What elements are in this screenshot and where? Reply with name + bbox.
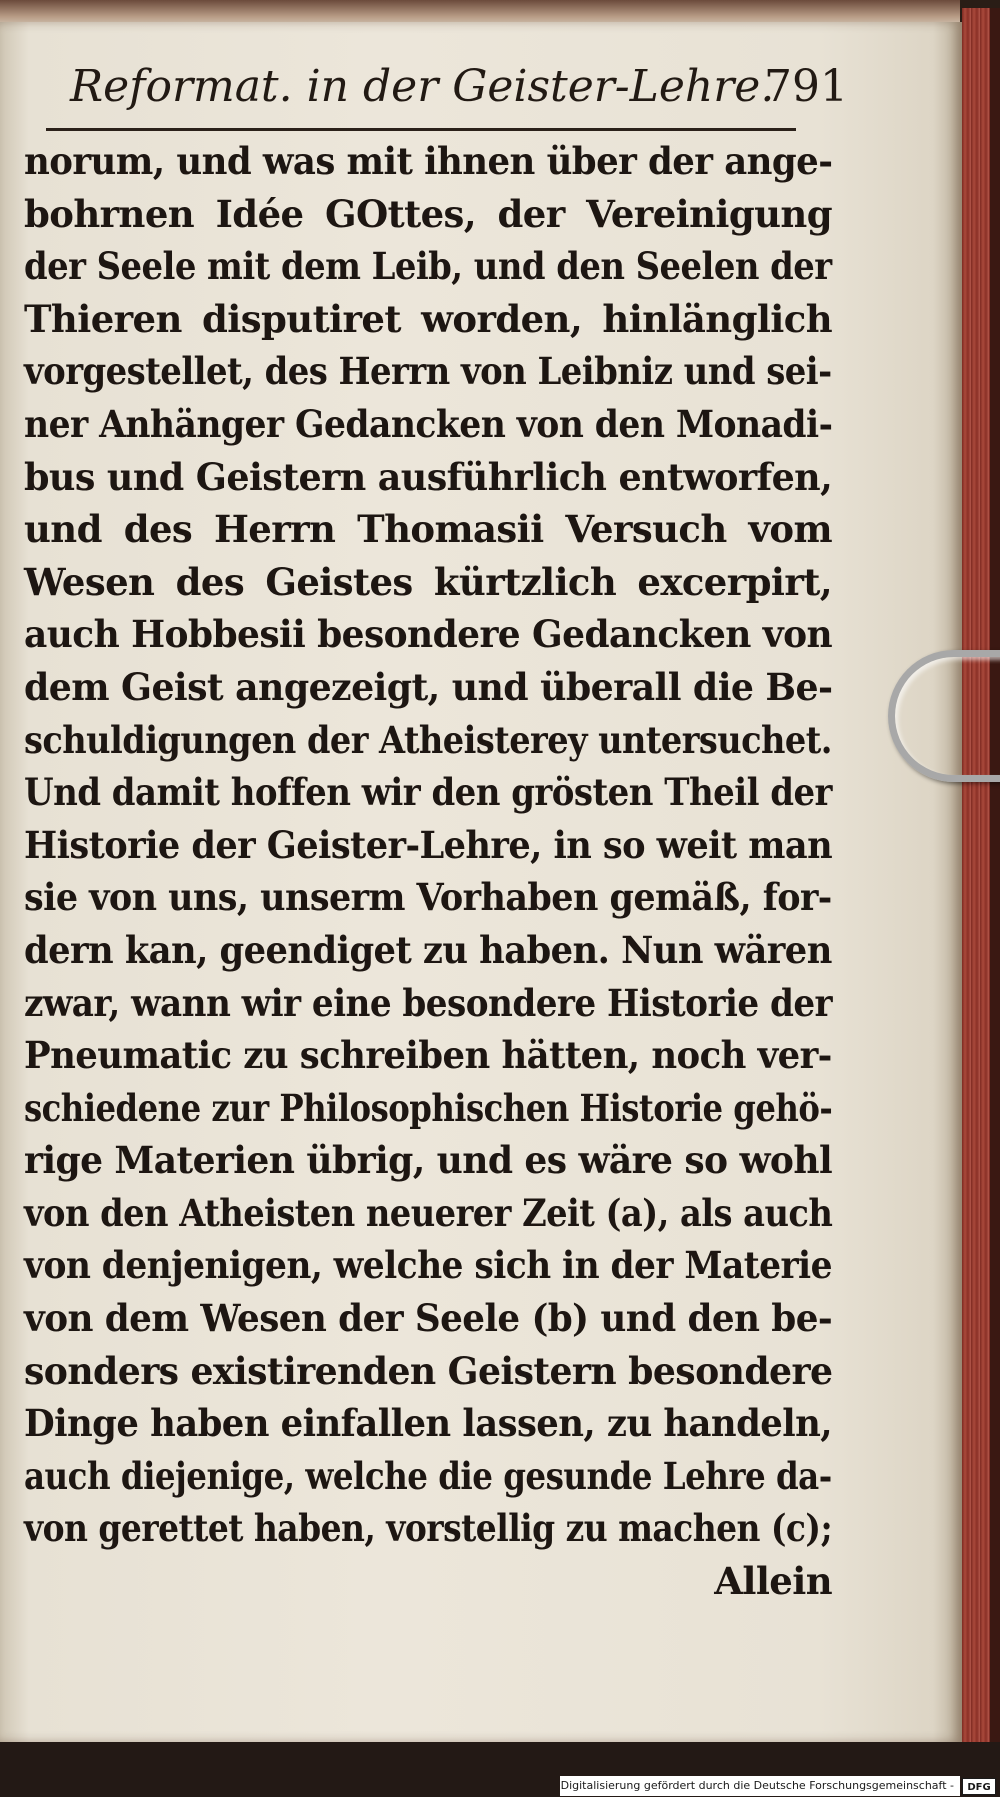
digitization-credit: Digitalisierung gefördert durch die Deutsche Forschungsgemeinschaft - xyxy=(560,1776,960,1796)
text-line: auch diejenige, welche die gesunde Lehre da- xyxy=(24,1453,832,1498)
page-header xyxy=(70,52,848,122)
running-title: Reformat. in der Geister-Lehre. xyxy=(70,61,775,112)
body-text xyxy=(24,135,832,1608)
text-line: dern kan, geendiget zu haben. Nun wären xyxy=(24,927,832,972)
text-line: Pneumatic zu schreiben hätten, noch ver- xyxy=(24,1033,832,1078)
text-line: norum, und was mit ihnen über der ange- xyxy=(24,139,833,183)
text-line: sie von uns, unserm Vorhaben gemäß, for- xyxy=(24,875,832,920)
text-line: von denjenigen, welche sich in der Materie xyxy=(24,1243,832,1288)
page-number: 791 xyxy=(764,61,848,112)
text-line: Thieren disputiret worden, hinlänglich xyxy=(24,296,832,341)
dfg-logo: DFG xyxy=(962,1778,996,1795)
text-line: ner Anhänger Gedancken von den Monadi- xyxy=(24,401,833,446)
text-line: von gerettet haben, vorstellig zu machen (c); xyxy=(24,1506,833,1551)
text-line: bohrnen Idée GOttes, der Vereinigung xyxy=(24,191,832,236)
text-line: rige Materien übrig, und es wäre so wohl xyxy=(24,1138,833,1183)
text-line: vorgestellet, des Herrn von Leibniz und sei- xyxy=(24,349,832,394)
text-line: bus und Geistern ausführlich entworfen, xyxy=(24,454,833,499)
text-line: Und damit hoffen wir den grösten Theil der xyxy=(24,770,832,815)
text-line: zwar, wann wir eine besondere Historie der xyxy=(24,980,833,1025)
text-line: Wesen des Geistes kürtzlich excerpirt, xyxy=(24,559,832,604)
text-line: von den Atheisten neuerer Zeit (a), als auch xyxy=(24,1190,833,1235)
fore-edge-shadow xyxy=(990,8,1000,1748)
text-line: von dem Wesen der Seele (b) und den be- xyxy=(24,1296,833,1341)
header-rule xyxy=(46,128,796,131)
text-line: Historie der Geister-Lehre, in so weit man xyxy=(24,822,833,867)
text-line: schiedene zur Philosophischen Historie gehö- xyxy=(24,1085,833,1130)
text-line: und des Herrn Thomasii Versuch vom xyxy=(24,507,832,552)
text-line: Dinge haben einfallen lassen, zu handeln, xyxy=(24,1401,833,1446)
catchword: Allein xyxy=(714,1559,832,1604)
text-line: sonders existirenden Geistern besondere xyxy=(24,1348,833,1393)
text-line: dem Geist angezeigt, und überall die Be- xyxy=(24,664,833,709)
text-line: der Seele mit dem Leib, und den Seelen der xyxy=(24,244,832,289)
text-line: schuldigungen der Atheisterey untersuchet. xyxy=(24,717,832,762)
text-line: auch Hobbesii besondere Gedancken von xyxy=(24,612,833,657)
